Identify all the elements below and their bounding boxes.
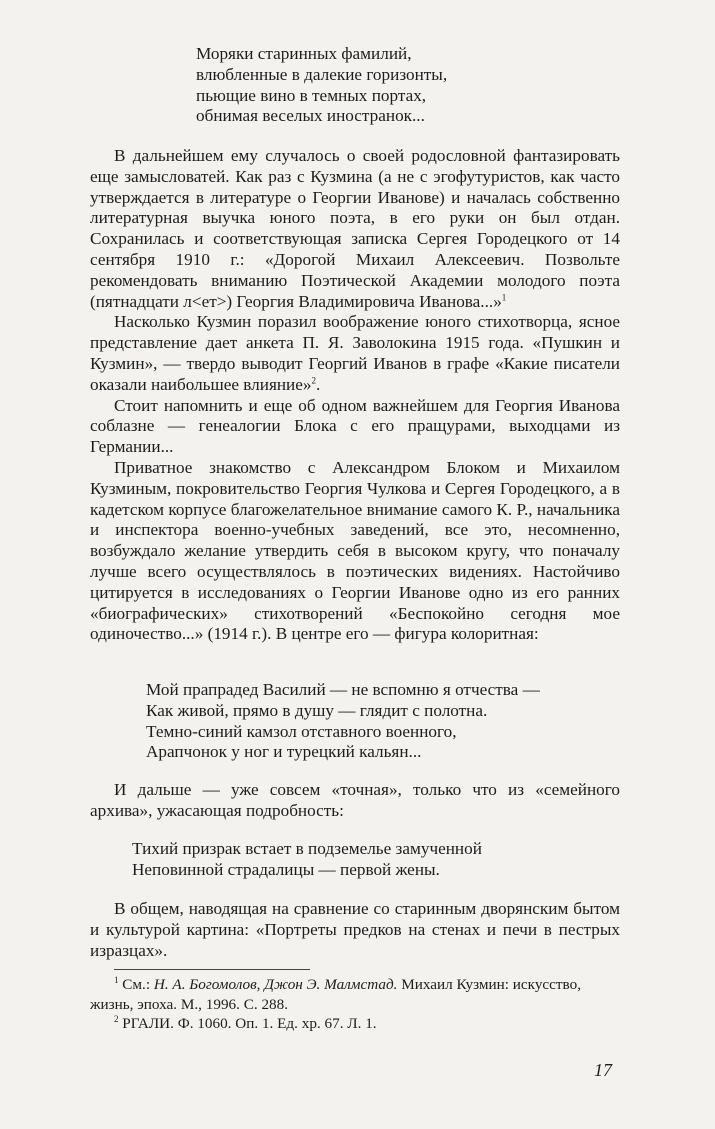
verse-line: Мой прапрадед Василий — не вспомню я отчества — xyxy=(146,680,540,699)
paragraph: И дальше — уже совсем «точная», только что из «семейного архива», ужасающая подробность: xyxy=(90,780,620,820)
verse-ancestor xyxy=(146,680,540,763)
verse-line: Тихий призрак встает в подземелье замученной xyxy=(132,839,482,858)
verse-line: Арапчонок у ног и турецкий кальян... xyxy=(146,742,422,762)
paragraph: Насколько Кузмин поразил воображение юного стихотворца, ясное представление дает анкета П. Я. Заволокина 1915 года. «Пушкин и Кузмин», — твердо выводит Георгий Иванов в графе «Какие писатели оказали наибольшее влияние»$^2$. xyxy=(90,312,620,394)
prose-block-3 xyxy=(90,899,620,961)
footnote-1: $^1$ См.: Н. А. Богомолов, Джон Э. Малмстад. Михаил Кузмин: искусство, жизнь, эпоха. М., 1996. С. 288. xyxy=(90,974,581,1013)
verse-line: Неповинной страдалицы — первой жены. xyxy=(132,859,440,879)
verse-line: пьющие вино в темных портах, xyxy=(196,85,427,105)
paragraph: Стоит напомнить и еще об одном важнейшем для Георгия Иванова соблазне — генеалогии Блока с его пращурами, выходцами из Германии... xyxy=(90,395,620,457)
paragraph: В общем, наводящая на сравнение со старинным дворянским бытом и культурой картина: «Портреты предков на стенах и печи в пестрых изразцах». xyxy=(90,899,620,960)
prose-block-1 xyxy=(90,146,620,645)
footnote-divider xyxy=(114,969,310,970)
footnote-2: $^2$ РГАЛИ. Ф. 1060. Оп. 1. Ед. хр. 67. Л. 1. xyxy=(114,1013,377,1032)
footnotes xyxy=(90,975,620,1034)
footnote-ref: 1 xyxy=(501,291,507,302)
paragraph: В дальнейшем ему случалось о своей родословной фантазировать еще замысловатей. Как раз с Кузмина (а не с эгофутуристов, как часто утверждается в литературе о Георгии Иванове) и началась собственно литературная выучка юного поэта, в его руки он был отдан. Сохранилась и соответствующая записка Сергея Городецкого от 14 сентября 1910 г.: «Дорогой Михаил Алексеевич. Позвольте рекомендовать вниманию Поэтической Академии молодого поэта (пятнадцати л<ет>) Георгия Владимировича Иванова...»$^1$ xyxy=(90,146,620,311)
verse-line: обнимая веселых иностранок... xyxy=(196,106,425,126)
verse-line: Темно-синий камзол отставного военного, xyxy=(146,721,457,741)
verse-line: Моряки старинных фамилий, xyxy=(196,44,412,63)
paragraph: Приватное знакомство с Александром Блоком и Михаилом Кузминым, покровительство Георгия Чулкова и Сергея Городецкого, а в кадетском корпусе благожелательное внимание самого К. Р., начальника и инспектора военно-учебных заведений, все это, несомненно, возбуждало желание утвердить себя в высоком кругу, что поначалу лучше всего осуществлялось в поэтических видениях. Настойчиво цитируется в исследованиях о Георгии Иванове одно из его ранних «биографических» стихотворений «Беспокойно сегодня мое одиночество...» (1914 г.). В центре его — фигура колоритная: xyxy=(90,457,620,644)
page-number: 17 xyxy=(594,1060,612,1080)
verse-epigraph xyxy=(196,44,447,127)
verse-line: влюбленные в далекие горизонты, xyxy=(196,64,448,84)
verse-ghost xyxy=(132,839,482,881)
prose-block-2 xyxy=(90,780,620,822)
footnote-ref: 2 xyxy=(311,375,316,386)
verse-line: Как живой, прямо в душу — глядит с полотна. xyxy=(146,700,488,720)
